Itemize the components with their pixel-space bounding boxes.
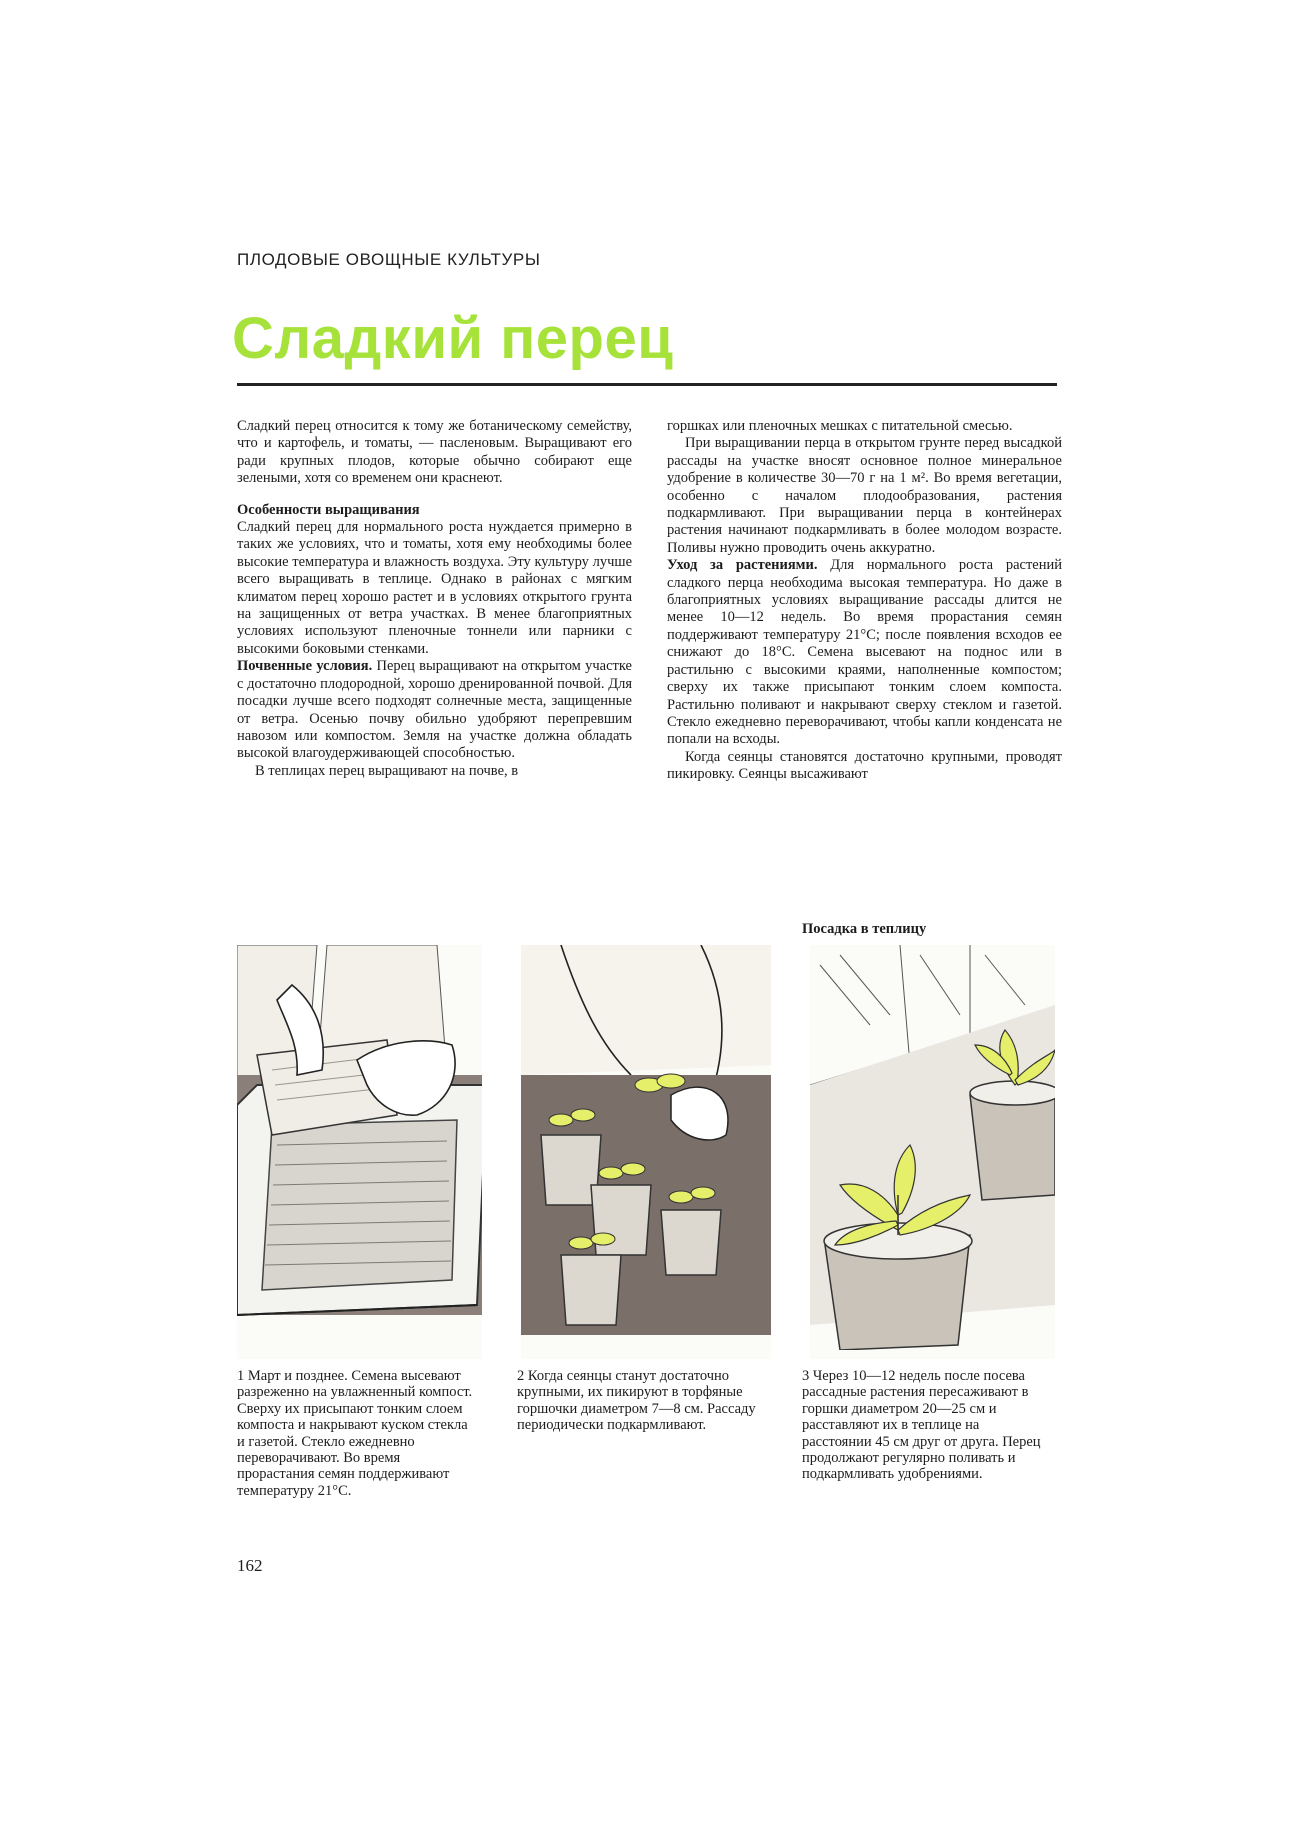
- caption-2: 2 Когда сеянцы станут достаточно крупными, их пикируют в торфяные горшочки диаметром 7—8 см. Рассаду периодически подкармливают.: [517, 1368, 756, 1434]
- open-ground-paragraph: При выращивании перца в открытом грунте перед высадкой рассады на участке вносят основное полное минеральное удобрение в количестве 30—70 г на 1 м². Во время вегетации, особенно с началом плодообразования, растения подкармливают. При выращивании перца в контейнерах растения начинают подкармливать в более молодом возрасте. Поливы нужно проводить очень аккуратно.: [667, 435, 1062, 556]
- care-text: Для нормального роста растений сладкого перца необходима высокая температура. Но даже в благоприятных условиях выращивание рассады длится не менее 10—12 недель. Во время прорастания семян поддерживают температуру 21°С; после появления всходов ее снижают до 18°С. Семена высевают на поднос или в растильню с высокими краями, наполненные компостом; сверху их также присыпают тонким слоем компоста. Растильню поливают и накрывают сверху стеклом и газетой. Стекло ежедневно переворачивают, чтобы капли конденсата не попали на всходы.: [667, 557, 1062, 748]
- seedlings-paragraph: Когда сеянцы становятся достаточно крупными, проводят пикировку. Сеянцы высаживают: [667, 748, 1062, 783]
- illustration-greenhouse-pots: [810, 945, 1055, 1359]
- figures-heading: Посадка в теплицу: [802, 921, 927, 937]
- soil-lead: Почвенные условия.: [237, 658, 373, 675]
- section-label: ПЛОДОВЫЕ ОВОЩНЫЕ КУЛЬТУРЫ: [237, 250, 541, 269]
- features-paragraph: Сладкий перец для нормального роста нуждается примерно в таких же условиях, что и томаты, хотя ему необходимы более высокие температура и влажность воздуха. Эту культуру лучше всего выращивать в теплице. Однако в районах с мягким климатом перец хорошо растет и в условиях открытого грунта на защищенных от ветра участках. В менее благоприятных условиях используют пленочные тоннели или парники с высокими боковыми стенками.: [237, 519, 632, 657]
- page-title: Сладкий перец: [232, 306, 674, 371]
- soil-paragraph: [237, 658, 632, 762]
- illustration-seed-tray: [237, 945, 482, 1359]
- left-column: [237, 418, 632, 780]
- features-heading: Особенности выращивания: [237, 501, 420, 518]
- care-lead: Уход за растениями.: [667, 557, 818, 574]
- intro-paragraph: Сладкий перец относится к тому же ботаническому семейству, что и картофель, и томаты, — пасленовым. Выращивают его ради крупных плодов, которые обычно собирают еще зелеными, хотя со временем они краснеют.: [237, 418, 632, 487]
- greenhouse-paragraph: В теплицах перец выращивают на почве, в: [255, 762, 519, 779]
- caption-1: 1 Март и позднее. Семена высевают разреженно на увлажненный компост. Сверху их присыпают тонким слоем компоста и накрывают куском стекла и газетой. Стекло ежедневно переворачивают. Во время прорастания семян поддерживают температуру 21°С.: [237, 1368, 473, 1499]
- continuation-paragraph: горшках или пленочных мешках с питательной смесью.: [667, 418, 1013, 434]
- care-paragraph: [667, 557, 1062, 748]
- title-rule: [237, 383, 1057, 386]
- page-number: 162: [237, 1556, 263, 1575]
- right-column: [667, 418, 1062, 784]
- soil-text: Перец выращивают на открытом участке с достаточно плодородной, хорошо дренированной почвой. Для посадки лучше всего подходят солнечные места, защищенные от ветра. Осенью почву обильно удобряют перепревшим навозом или компостом. Земля на участке должна обладать высокой влагоудерживающей способностью.: [237, 658, 632, 762]
- caption-3: 3 Через 10—12 недель после посева рассадные растения пересаживают в горшки диаметром 20—25 см и расставляют их в теплице на расстоянии 45 см друг от друга. Перец продолжают регулярно поливать и подкармливать удобрениями.: [802, 1368, 1041, 1483]
- illustration-peat-pots: [521, 945, 771, 1359]
